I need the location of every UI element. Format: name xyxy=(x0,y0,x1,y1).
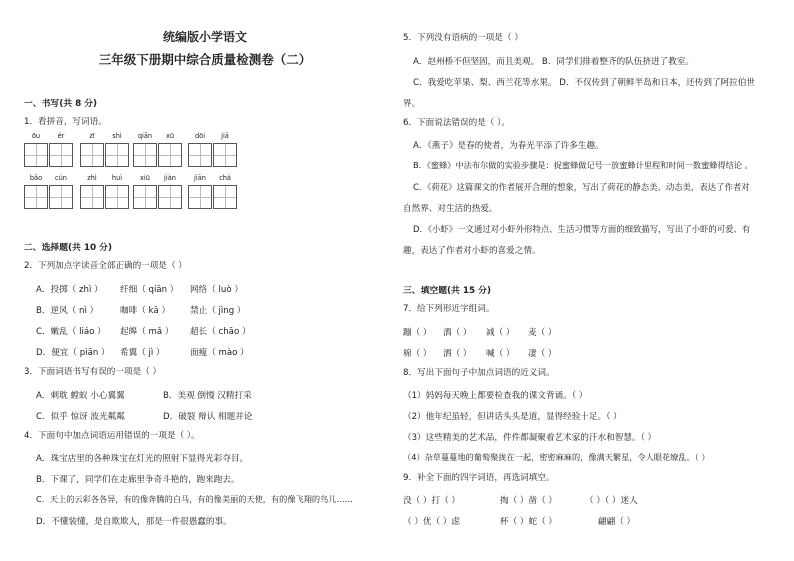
q4-option-a[interactable]: A．珠宝店里的各种珠宝在灯光的照射下显得光彩夺目。 xyxy=(36,454,249,464)
q4-option-c[interactable]: C．天上的云彩各各异，有的像奔腾的白马，有的像美丽的天使，有的像飞翔的鸟儿…… xyxy=(36,494,353,504)
section-3-heading: 三、填空题(共 15 分) xyxy=(403,286,491,296)
question-3: 3．下面词语书写有误的一项是（ ） xyxy=(24,367,162,377)
writing-box[interactable] xyxy=(80,185,104,209)
pinyin-label: shì xyxy=(112,132,122,140)
question-8: 8．写出下面句子中加点词语的近义词。 xyxy=(403,368,555,378)
q3-option-d[interactable]: D．破裂 辩认 相题并论 xyxy=(163,412,253,422)
q3-option-c[interactable]: C．似乎 惊讶 波光粼粼 xyxy=(36,412,125,422)
q6-line-3[interactable]: C．《荷花》这篇课文的作者展开合理的想象，写出了荷花的静态美、动态美，表达了作者对 xyxy=(413,182,750,192)
section-1-heading: 一、书写(共 8 分) xyxy=(24,99,98,109)
q5-line-2[interactable]: C．我爱吃苹果、梨、西兰花等水果。 D．不仅传到了朝鲜半岛和日本，还传到了阿拉伯世 xyxy=(413,78,755,88)
q2-option-c-2: 起皞（ mǎ ） xyxy=(120,327,174,337)
writing-box[interactable] xyxy=(24,143,48,167)
q2-option-b-3: 禁止（ jìng ） xyxy=(190,306,246,316)
writing-box[interactable] xyxy=(188,185,212,209)
pinyin-label: jiān xyxy=(194,174,206,182)
question-1: 1．看拼音，写词语。 xyxy=(24,117,107,127)
q2-option-c-1[interactable]: C．嫩乱（ liáo ） xyxy=(36,327,106,337)
q2-option-a-3: 网络（ luò ） xyxy=(190,285,243,295)
q7-item[interactable]: 棉（ ） xyxy=(403,349,432,359)
q2-option-d-1[interactable]: D．便宜（ piān ） xyxy=(36,348,110,358)
writing-box[interactable] xyxy=(80,143,104,167)
q4-option-d[interactable]: D．不懂装懂，是自欺欺人，那是一件很愚蠢的事。 xyxy=(36,517,232,527)
q7-item[interactable]: 蹦（ ） xyxy=(403,328,432,338)
question-6: 6．下面说法错误的是（ ）。 xyxy=(403,118,511,128)
writing-box[interactable] xyxy=(105,185,129,209)
pinyin-label: bǎo xyxy=(29,174,43,182)
q8-item-2[interactable]: （2）他年纪虽轻，但讲话头头是道，显得经验十足。（ ） xyxy=(403,412,622,422)
q2-option-d-3: 面瘦（ mào ） xyxy=(190,348,249,358)
writing-box[interactable] xyxy=(49,185,73,209)
q2-option-c-3: 超长（ chāo ） xyxy=(190,327,251,337)
question-9: 9．补全下面的四字词语，再选词填空。 xyxy=(403,473,555,483)
q9-item[interactable]: 杯（ ）蛇（ ） xyxy=(500,517,558,527)
q5-line-1[interactable]: A．赵州桥不但坚固，而且美观。 B．同学们排着整齐的队伍挤进了教室。 xyxy=(413,57,694,67)
pinyin-label: zī xyxy=(89,132,95,140)
question-5: 5．下列没有语病的一项是（ ） xyxy=(403,33,523,43)
question-4: 4．下面句中加点词语运用错误的一项是（ ）。 xyxy=(24,431,200,441)
pinyin-label: ōu xyxy=(31,132,41,140)
pinyin-label: jiā xyxy=(221,132,229,140)
q4-option-b[interactable]: B．下课了，同学们在走廊里争奇斗艳的，跑来跑去。 xyxy=(36,475,240,485)
q7-item[interactable]: 喊（ ） xyxy=(486,349,515,359)
q2-option-d-2: 希翼（ jì ） xyxy=(120,348,165,358)
paper-title: 统编版小学语文 xyxy=(162,30,247,44)
writing-box[interactable] xyxy=(49,143,73,167)
writing-box[interactable] xyxy=(105,143,129,167)
pinyin-label: huì xyxy=(111,174,123,182)
q7-item[interactable]: 洒（ ） xyxy=(443,349,472,359)
q6-line-5[interactable]: D．《小虾》一文通过对小虾外形特点、生活习惯等方面的细致描写，写出了小虾的可爱、有 xyxy=(413,224,751,234)
q9-item[interactable]: 翩翩（ ） xyxy=(598,517,636,527)
section-2-heading: 二、选择题(共 10 分) xyxy=(24,243,112,253)
q2-option-b-1[interactable]: B．逆风（ nì ） xyxy=(36,306,99,316)
pinyin-label: zhì xyxy=(87,174,97,182)
q5-line-3: 界。 xyxy=(403,99,421,109)
pinyin-label: chá xyxy=(219,174,231,182)
writing-box[interactable] xyxy=(24,185,48,209)
q6-line-1[interactable]: A．《燕子》是春的使者，为春光平添了许多生趣。 xyxy=(413,141,604,151)
q9-item[interactable]: 掏（ ）凿（ ） xyxy=(500,496,558,506)
writing-box[interactable] xyxy=(133,185,157,209)
q8-item-1[interactable]: （1）妈妈每天晚上都要检查我的课文背诵。（ ） xyxy=(403,391,588,401)
writing-box[interactable] xyxy=(213,143,237,167)
q7-item[interactable]: 减（ ） xyxy=(486,328,515,338)
q6-line-4: 自然界、对生活的热爱。 xyxy=(403,204,498,214)
q6-line-6: 趣，表达了作者对小虾的喜爱之情。 xyxy=(403,246,541,256)
q8-item-3[interactable]: （3）这些精美的艺术品，件件都凝聚着艺术家的汗水和智慧。（ ） xyxy=(403,433,657,443)
q2-option-a-1[interactable]: A．投掷（ zhì ） xyxy=(36,285,103,295)
writing-box[interactable] xyxy=(188,143,212,167)
writing-box[interactable] xyxy=(133,143,157,167)
paper-subtitle: 三年级下册期中综合质量检测卷（二） xyxy=(98,52,312,67)
writing-box[interactable] xyxy=(158,185,182,209)
q7-item[interactable]: 麦（ ） xyxy=(528,328,557,338)
q2-option-b-2: 咖啡（ kā ） xyxy=(120,306,171,316)
pinyin-label: cún xyxy=(55,174,67,182)
pinyin-label: xiū xyxy=(140,174,150,182)
pinyin-label: jiàn xyxy=(164,174,176,182)
writing-box[interactable] xyxy=(158,143,182,167)
question-2: 2．下列加点字读音全部正确的一项是（ ） xyxy=(24,261,187,271)
q3-option-b[interactable]: B．美观 倒慢 汉精打采 xyxy=(163,391,252,401)
q2-option-a-2: 纤细（ qiān ） xyxy=(120,285,179,295)
pinyin-label: ér xyxy=(57,132,65,140)
q6-line-2[interactable]: B．《蜜蜂》中法布尔做的实验步骤是：捉蜜蜂做记号一放蜜蜂计里程和时间一数蜜蜂得结论 。 xyxy=(413,160,753,170)
q7-item[interactable]: 凄（ ） xyxy=(528,349,557,359)
q8-item-4[interactable]: （4）杂草蔓蔓地的葡萄聚拢在一起，密密麻麻的，像满天繁星，令人眼花缭乱。（ ） xyxy=(403,452,710,462)
q9-item[interactable]: （ ）优（ ）虑 xyxy=(403,517,461,527)
pinyin-label: xū xyxy=(165,132,175,140)
question-7: 7．给下列形近字组词。 xyxy=(403,304,495,314)
q7-item[interactable]: 酒（ ） xyxy=(443,328,472,338)
writing-box[interactable] xyxy=(213,185,237,209)
q3-option-a[interactable]: A．刺耽 螳蚁 小心翼翼 xyxy=(36,391,125,401)
pinyin-label: qiān xyxy=(137,132,153,140)
q9-item[interactable]: 没（ ）打（ ） xyxy=(403,496,461,506)
pinyin-label: dōi xyxy=(194,132,206,140)
q9-item[interactable]: （ ）（ ）迷人 xyxy=(585,496,638,506)
